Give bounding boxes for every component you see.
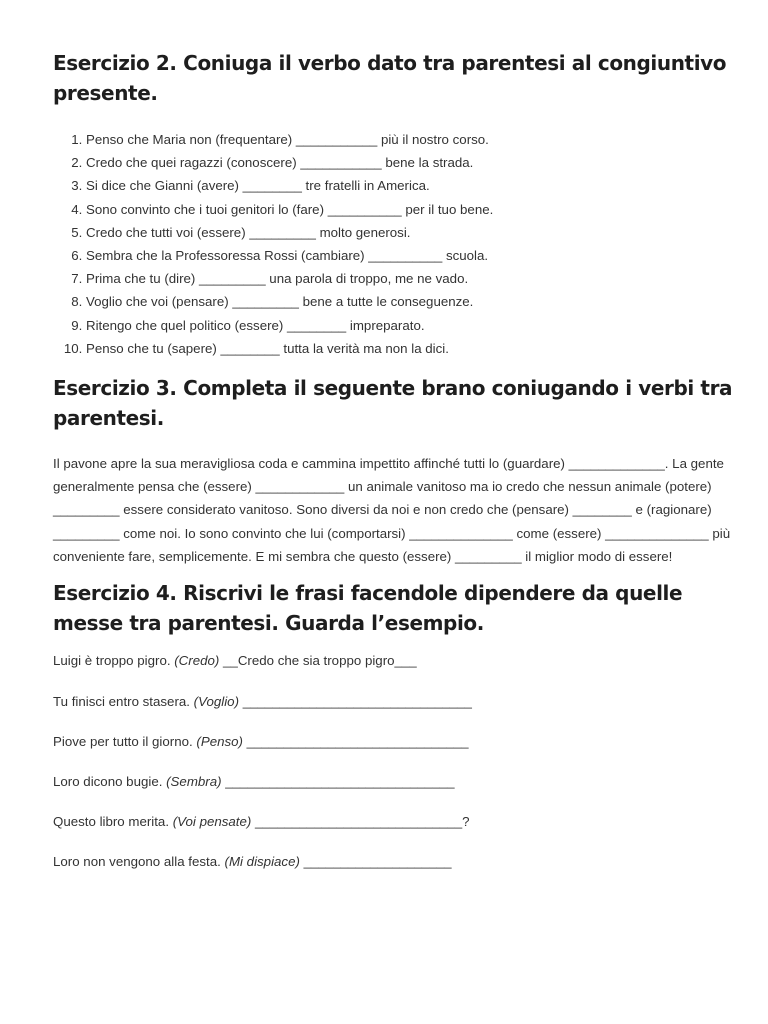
- exercise-4-item: [53, 852, 452, 872]
- item-answer: __Credo che sia troppo pigro___: [223, 653, 417, 668]
- item-hint: (Mi dispiace): [224, 854, 300, 869]
- exercise-2-item: 7. Prima che tu (dire) _________ una parola di troppo, me ne vado.: [86, 267, 746, 290]
- paragraph-line: _________ come noi. Io sono convinto che lui (comportarsi) ______________ come (essere) ______________ più: [53, 525, 731, 541]
- item-hint: (Credo): [174, 653, 220, 668]
- exercise-2-item: 6. Sembra che la Professoressa Rossi (cambiare) __________ scuola.: [86, 244, 746, 267]
- item-answer: _______________________________: [242, 694, 472, 709]
- item-answer: _______________________________: [225, 774, 455, 789]
- item-answer: ______________________________: [246, 734, 469, 749]
- exercise-2-item: 10. Penso che tu (sapere) ________ tutta la verità ma non la dici.: [86, 337, 746, 360]
- item-hint: (Penso): [196, 734, 243, 749]
- exercise-2-item: 2. Credo che quei ragazzi (conoscere) ___________ bene la strada.: [86, 151, 746, 174]
- exercise-2-item: 3. Si dice che Gianni (avere) ________ tre fratelli in America.: [86, 174, 746, 197]
- exercise-3-paragraph: [53, 452, 731, 568]
- exercise-4-item: [53, 812, 470, 832]
- exercise-2-item: 1. Penso che Maria non (frequentare) ___________ più il nostro corso.: [86, 128, 746, 151]
- exercise-2-list: [46, 128, 746, 360]
- exercise-4-item: [53, 651, 417, 671]
- exercise-3-title: Esercizio 3. Completa il seguente brano coniugando i verbi tra parentesi.: [53, 376, 733, 430]
- item-sentence: Piove per tutto il giorno.: [53, 734, 193, 749]
- item-answer: ____________________________?: [255, 814, 470, 829]
- exercise-2-item: 8. Voglio che voi (pensare) _________ bene a tutte le conseguenze.: [86, 290, 746, 313]
- item-hint: (Sembra): [166, 774, 222, 789]
- item-sentence: Luigi è troppo pigro.: [53, 653, 171, 668]
- paragraph-line: generalmente pensa che (essere) ____________ un animale vanitoso ma io credo che nessun animale (potere): [53, 479, 712, 495]
- exercise-2-item: 5. Credo che tutti voi (essere) _________ molto generosi.: [86, 221, 746, 244]
- paragraph-line: Il pavone apre la sua meravigliosa coda e cammina impettito affinché tutti lo (guardare) _____________. La gente: [53, 456, 724, 471]
- paragraph-line: conveniente fare, semplicemente. E mi sembra che questo (essere) _________ il miglior modo di essere!: [53, 548, 673, 564]
- exercise-4-item: [53, 772, 455, 792]
- exercise-2-title: Esercizio 2. Coniuga il verbo dato tra parentesi al congiuntivo presente.: [53, 51, 727, 105]
- item-sentence: Loro dicono bugie.: [53, 774, 163, 789]
- item-sentence: Tu finisci entro stasera.: [53, 694, 190, 709]
- item-hint: (Voglio): [193, 694, 239, 709]
- item-sentence: Questo libro merita.: [53, 814, 170, 829]
- paragraph-line: _________ essere considerato vanitoso. Sono diversi da noi e non credo che (pensare) ________ e (ragionare): [53, 502, 712, 518]
- exercise-4-item: [53, 692, 472, 712]
- item-hint: (Voi pensate): [172, 814, 252, 829]
- exercise-4-title: Esercizio 4. Riscrivi le frasi facendole dipendere da quelle messe tra parentesi. Guarda l’esempio.: [53, 581, 683, 635]
- item-answer: ____________________: [303, 854, 452, 869]
- exercise-2-item: 4. Sono convinto che i tuoi genitori lo (fare) __________ per il tuo bene.: [86, 198, 746, 221]
- exercise-2-item: 9. Ritengo che quel politico (essere) ________ impreparato.: [86, 314, 746, 337]
- item-sentence: Loro non vengono alla festa.: [53, 854, 221, 869]
- exercise-4-item: [53, 732, 469, 752]
